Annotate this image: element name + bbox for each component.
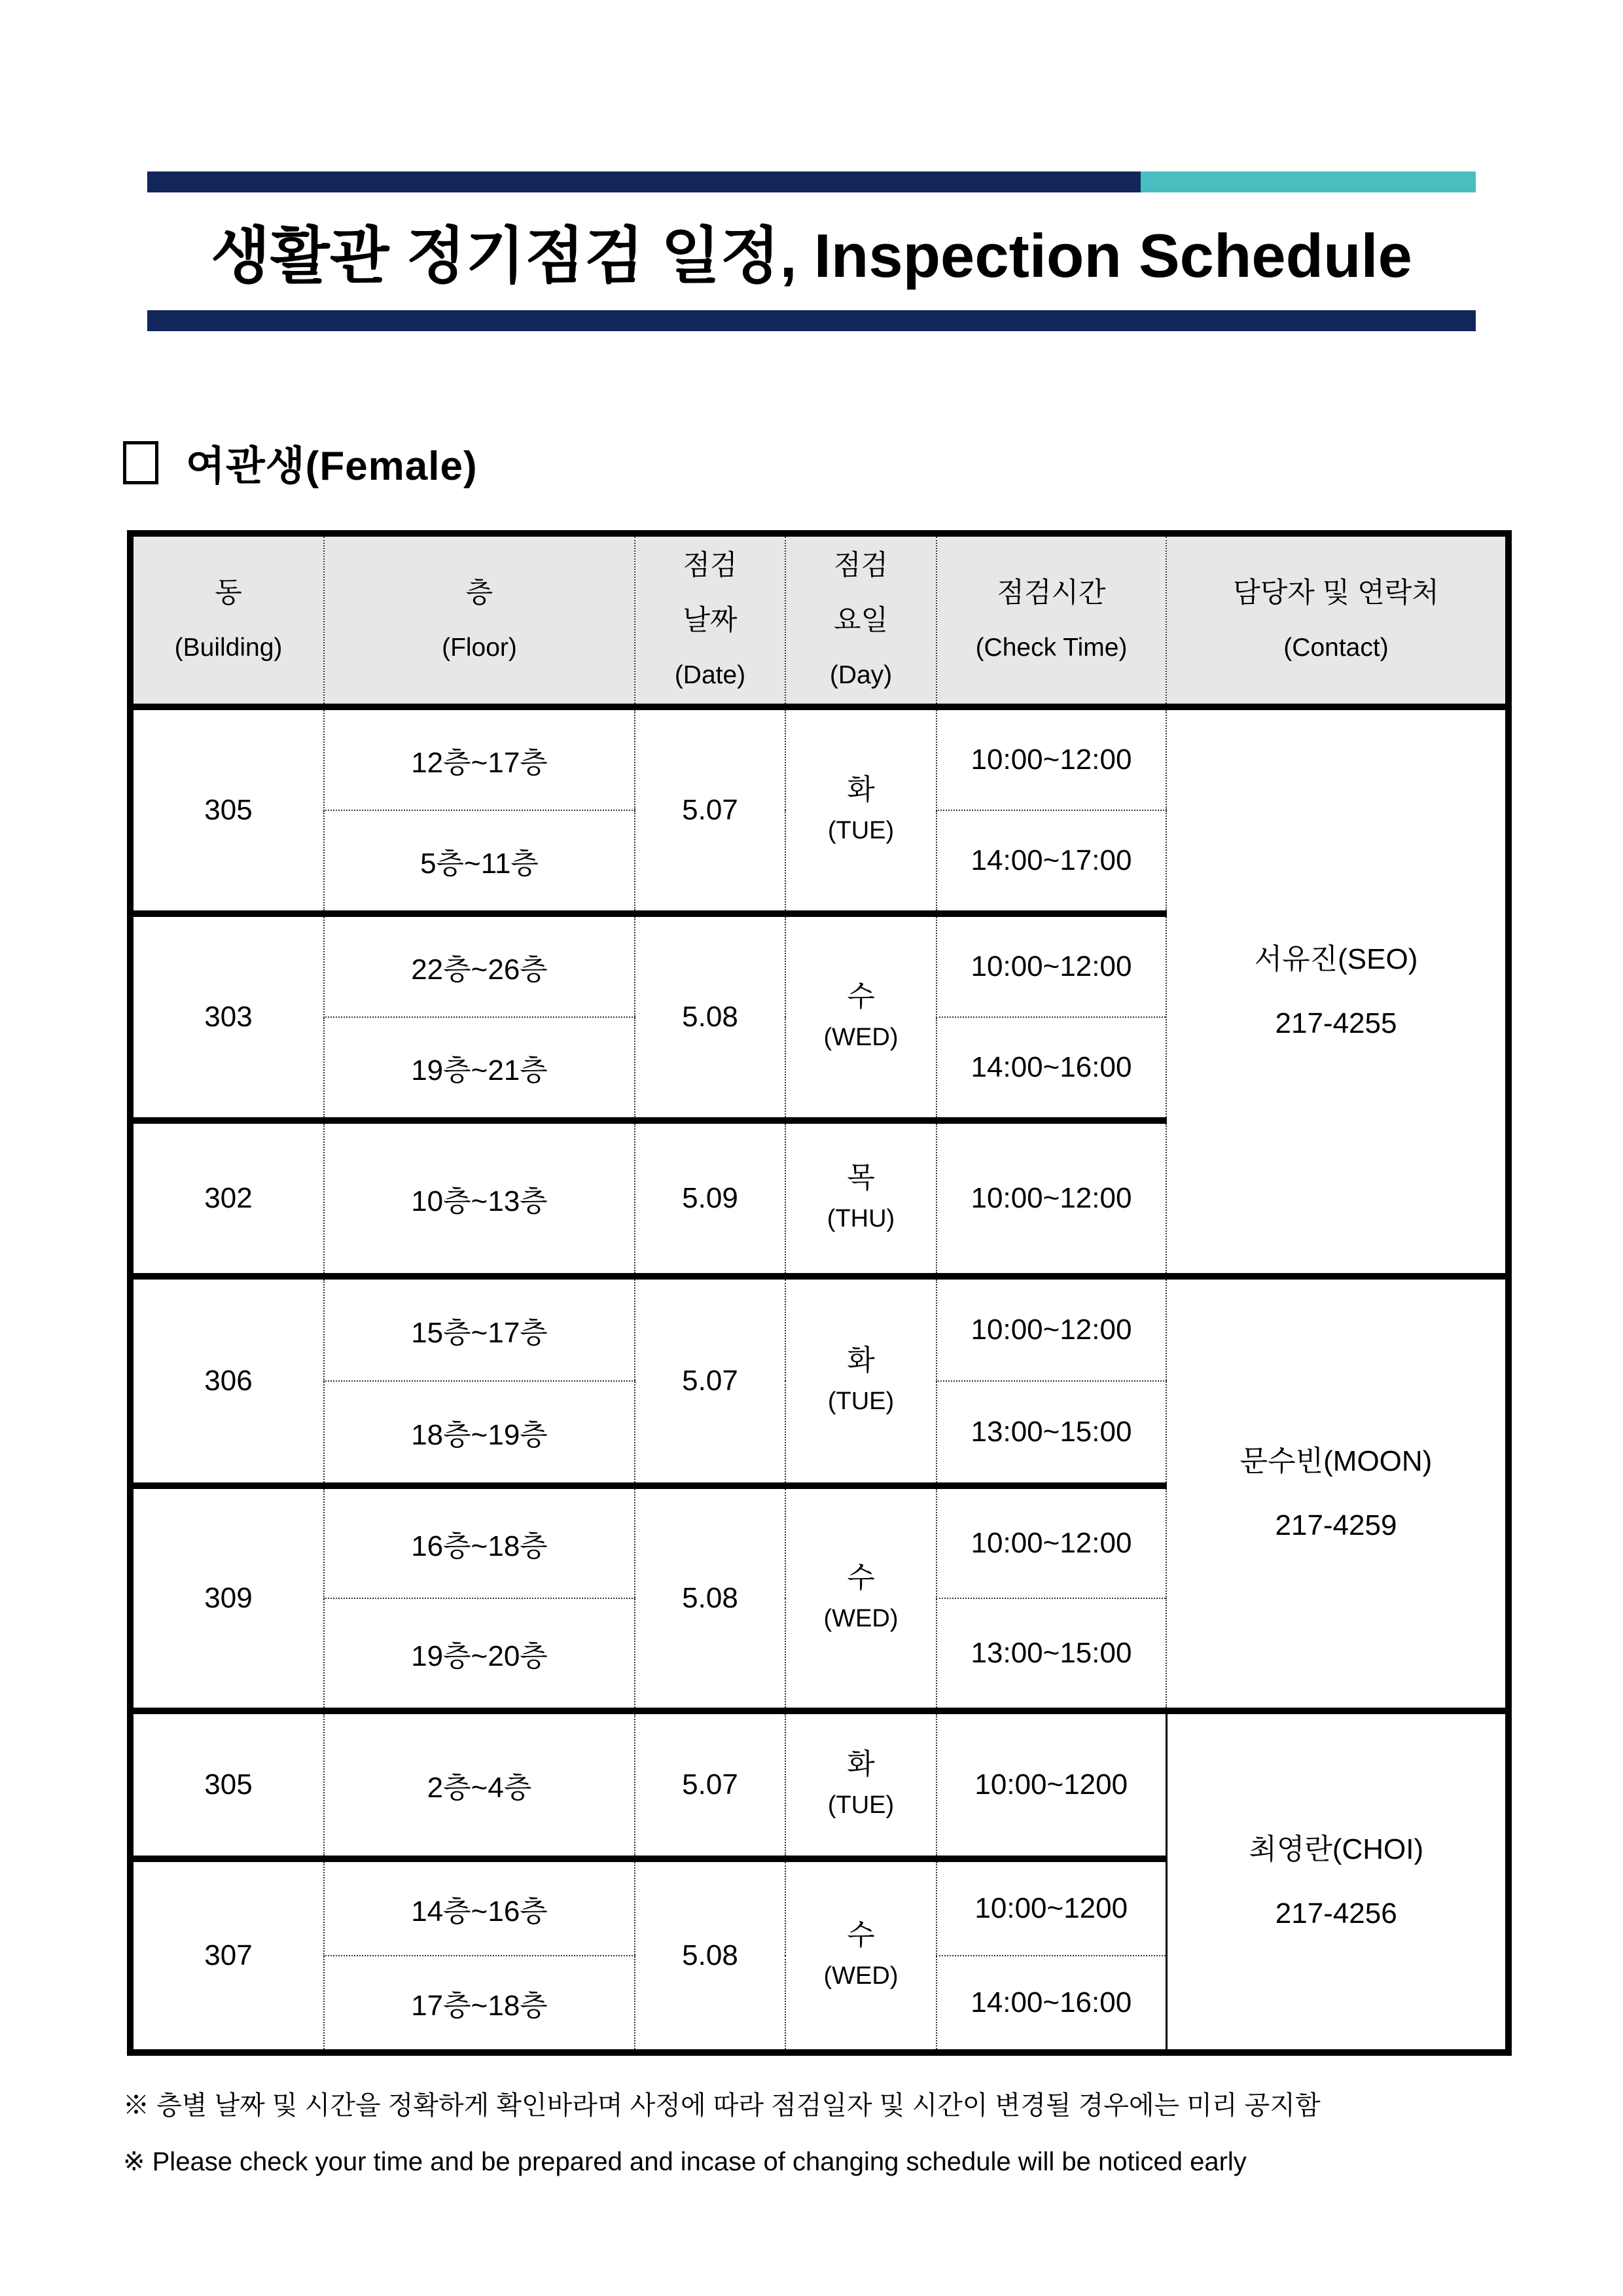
day-korean: 화 xyxy=(847,1748,875,1780)
header-text: (Building) xyxy=(174,633,283,662)
header-text: 층 xyxy=(465,577,493,609)
banner-teal-segment xyxy=(1141,171,1476,192)
floor-cell: 15층~17층 xyxy=(324,1276,635,1381)
floor-cell: 19층~21층 xyxy=(324,1017,635,1121)
floor-cell: 2층~4층 xyxy=(324,1711,635,1859)
col-header-contact xyxy=(1166,533,1508,707)
floor-cell: 5층~11층 xyxy=(324,810,635,914)
date-cell: 5.08 xyxy=(635,1486,785,1711)
contact-cell xyxy=(1166,1276,1508,1711)
day-korean: 수 xyxy=(847,1562,875,1594)
header-text: (Date) xyxy=(674,660,746,689)
day-korean: 수 xyxy=(847,980,875,1013)
building-cell: 303 xyxy=(130,914,324,1121)
header-text: (Day) xyxy=(829,660,893,689)
building-cell: 306 xyxy=(130,1276,324,1486)
date-cell: 5.07 xyxy=(635,707,785,914)
time-cell: 13:00~15:00 xyxy=(936,1598,1166,1711)
date-cell: 5.08 xyxy=(635,914,785,1121)
contact-cell xyxy=(1166,707,1508,1276)
day-cell xyxy=(785,914,936,1121)
floor-cell: 22층~26층 xyxy=(324,914,635,1017)
building-cell: 305 xyxy=(130,1711,324,1859)
contact-phone: 217-4259 xyxy=(1275,1509,1397,1541)
section-label: 여관생(Female) xyxy=(186,444,478,489)
time-cell: 10:00~12:00 xyxy=(936,1121,1166,1276)
day-english: (TUE) xyxy=(827,817,895,844)
day-korean: 화 xyxy=(847,1344,875,1376)
day-korean: 수 xyxy=(847,1919,875,1951)
day-cell xyxy=(785,1276,936,1486)
header-text: 동 xyxy=(215,577,242,609)
note-english: ※ Please check your time and be prepared and incase of changing schedule will be noticed early xyxy=(123,2147,1247,2176)
header-row xyxy=(130,533,1508,707)
header-text: (Check Time) xyxy=(975,633,1128,662)
date-cell: 5.09 xyxy=(635,1121,785,1276)
day-korean: 목 xyxy=(847,1162,875,1194)
title-banner-bottom xyxy=(147,310,1476,331)
day-english: (WED) xyxy=(823,1605,899,1632)
header-text: 점검 xyxy=(833,549,889,581)
floor-cell: 17층~18층 xyxy=(324,1956,635,2053)
note-korean: ※ 층별 날짜 및 시간을 정확하게 확인바라며 사정에 따라 점검일자 및 시간이 변경될 경우에는 미리 공지함 xyxy=(123,2091,1321,2120)
time-cell: 13:00~15:00 xyxy=(936,1381,1166,1486)
day-english: (WED) xyxy=(823,1024,899,1051)
day-cell xyxy=(785,707,936,914)
header-text: 요일 xyxy=(833,604,889,636)
time-cell: 14:00~16:00 xyxy=(936,1956,1166,2053)
day-cell xyxy=(785,1486,936,1711)
time-cell: 14:00~17:00 xyxy=(936,810,1166,914)
time-cell: 10:00~1200 xyxy=(936,1859,1166,1956)
date-cell: 5.07 xyxy=(635,1276,785,1486)
time-cell: 14:00~16:00 xyxy=(936,1017,1166,1121)
contact-name: 서유진(SEO) xyxy=(1254,943,1418,975)
day-korean: 화 xyxy=(847,774,875,806)
page-title: 생활관 정기점검 일정, Inspection Schedule xyxy=(211,221,1412,290)
contact-name: 문수빈(MOON) xyxy=(1240,1445,1433,1477)
contact-phone: 217-4256 xyxy=(1275,1897,1397,1929)
table-row xyxy=(130,1276,1508,1381)
date-cell: 5.07 xyxy=(635,1711,785,1859)
col-header-check-time xyxy=(936,533,1166,707)
time-cell: 10:00~12:00 xyxy=(936,914,1166,1017)
col-header-floor xyxy=(324,533,635,707)
floor-cell: 14층~16층 xyxy=(324,1859,635,1956)
day-cell xyxy=(785,1859,936,2053)
day-cell xyxy=(785,1711,936,1859)
floor-cell: 16층~18층 xyxy=(324,1486,635,1598)
contact-cell xyxy=(1166,1711,1508,2053)
header-text: 점검 xyxy=(683,549,738,581)
day-english: (TUE) xyxy=(827,1388,895,1415)
date-cell: 5.08 xyxy=(635,1859,785,2053)
square-bullet-icon xyxy=(123,441,158,484)
contact-name: 최영란(CHOI) xyxy=(1249,1833,1424,1865)
inspection-schedule-table xyxy=(127,530,1512,2056)
floor-cell: 10층~13층 xyxy=(324,1121,635,1276)
col-header-date xyxy=(635,533,785,707)
building-cell: 309 xyxy=(130,1486,324,1711)
title-banner-top xyxy=(147,171,1476,192)
table-row xyxy=(130,707,1508,810)
day-english: (TUE) xyxy=(827,1791,895,1819)
building-cell: 305 xyxy=(130,707,324,914)
header-text: (Floor) xyxy=(442,633,517,662)
day-english: (WED) xyxy=(823,1962,899,1990)
floor-cell: 18층~19층 xyxy=(324,1381,635,1486)
day-cell xyxy=(785,1121,936,1276)
table-row xyxy=(130,1711,1508,1859)
header-text: 점검시간 xyxy=(997,577,1106,609)
floor-cell: 12층~17층 xyxy=(324,707,635,810)
building-cell: 307 xyxy=(204,1939,253,1971)
building-cell: 302 xyxy=(130,1121,324,1276)
time-cell: 10:00~12:00 xyxy=(936,1486,1166,1598)
footer-notes xyxy=(123,2087,1556,2181)
banner-navy-segment xyxy=(147,171,1141,192)
time-cell: 10:00~12:00 xyxy=(936,1276,1166,1381)
time-cell: 10:00~12:00 xyxy=(936,707,1166,810)
time-cell: 10:00~1200 xyxy=(936,1711,1166,1859)
header-text: 날짜 xyxy=(683,604,738,636)
floor-cell: 19층~20층 xyxy=(324,1598,635,1711)
contact-phone: 217-4255 xyxy=(1275,1007,1397,1039)
col-header-building xyxy=(130,533,324,707)
section-heading xyxy=(123,433,478,492)
header-text: (Contact) xyxy=(1283,633,1389,662)
header-text: 담당자 및 연락처 xyxy=(1233,577,1439,609)
day-english: (THU) xyxy=(827,1205,895,1232)
col-header-day xyxy=(785,533,936,707)
